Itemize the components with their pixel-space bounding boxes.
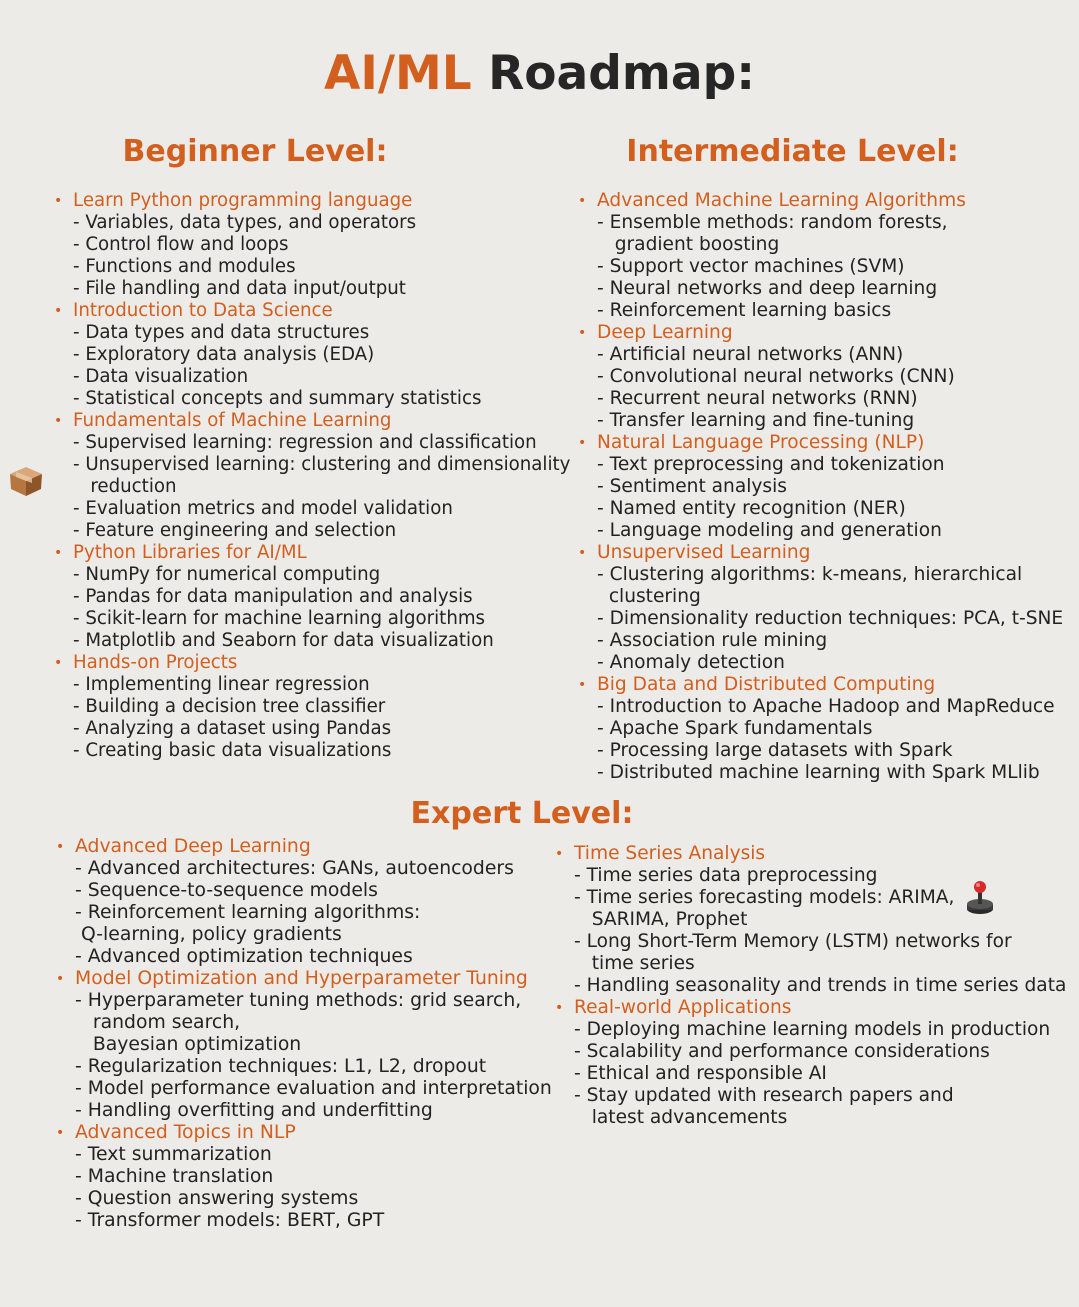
list-item: - Advanced optimization techniques (75, 946, 413, 967)
list-item: - Transfer learning and fine-tuning (597, 410, 915, 431)
list-item: - Variables, data types, and operators (73, 212, 417, 233)
bullet-icon: • (555, 846, 564, 862)
section-title (54, 190, 570, 212)
section-title-text: Natural Language Processing (NLP) (597, 432, 925, 453)
list-item: - Processing large datasets with Spark (597, 740, 953, 761)
list-item: time series (574, 953, 695, 974)
list-item: - Sequence-to-sequence models (75, 880, 378, 901)
section-title (578, 432, 1063, 454)
roadmap-section (578, 190, 1063, 322)
list-item: - Pandas for data manipulation and analysis (73, 586, 473, 607)
section-title-text: Model Optimization and Hyperparameter Tuning (75, 968, 528, 989)
list-item: - Handling overfitting and underfitting (75, 1100, 433, 1121)
list-item: - Text summarization (75, 1144, 272, 1165)
bullet-icon: • (578, 677, 587, 693)
title-rest: Roadmap: (471, 46, 756, 101)
section-title (54, 300, 570, 322)
list-item: - Transformer models: BERT, GPT (75, 1210, 385, 1231)
section-title-text: Time Series Analysis (574, 843, 766, 864)
list-item: - Question answering systems (75, 1188, 359, 1209)
section-title-text: Hands-on Projects (73, 652, 238, 673)
section-title (578, 674, 1063, 696)
section-title-text: Learn Python programming language (73, 190, 413, 211)
list-item: - Dimensionality reduction techniques: PCA, t-SNE (597, 608, 1064, 629)
list-item: - Neural networks and deep learning (597, 278, 938, 299)
list-item: random search, (75, 1012, 241, 1033)
intermediate-heading: Intermediate Level: (626, 134, 959, 169)
list-item: - Anomaly detection (597, 652, 785, 673)
bullet-icon: • (56, 839, 65, 855)
section-title (56, 1122, 552, 1144)
beginner-heading: Beginner Level: (122, 134, 388, 169)
beginner-column (54, 190, 571, 762)
list-item: - Creating basic data visualizations (73, 740, 392, 761)
list-item: - Machine translation (75, 1166, 274, 1187)
section-title (54, 542, 570, 564)
list-item: reduction (73, 476, 177, 497)
intermediate-column (578, 190, 1064, 784)
list-item: - Hyperparameter tuning methods: grid search, (75, 990, 522, 1011)
section-title (578, 322, 1063, 344)
list-item: - Supervised learning: regression and classification (73, 432, 537, 453)
list-item: - Association rule mining (597, 630, 828, 651)
list-item: - Support vector machines (SVM) (597, 256, 905, 277)
list-item: - Reinforcement learning algorithms: (75, 902, 421, 923)
list-item: - Sentiment analysis (597, 476, 787, 497)
list-item: - Advanced architectures: GANs, autoencoders (75, 858, 514, 879)
roadmap-section (555, 843, 1067, 997)
expert-left-column (56, 836, 552, 1232)
roadmap-section (578, 322, 1063, 432)
section-title-text: Advanced Topics in NLP (75, 1122, 296, 1143)
bullet-icon: • (578, 435, 587, 451)
list-item: - Time series data preprocessing (574, 865, 878, 886)
list-item: - Regularization techniques: L1, L2, dropout (75, 1056, 487, 1077)
roadmap-section (578, 542, 1064, 674)
roadmap-section (54, 652, 570, 762)
section-title-text: Introduction to Data Science (73, 300, 333, 321)
section-title-text: Advanced Machine Learning Algorithms (597, 190, 966, 211)
section-title-text: Unsupervised Learning (597, 542, 811, 563)
list-item: - Recurrent neural networks (RNN) (597, 388, 918, 409)
page-title (0, 42, 1079, 106)
list-item: Bayesian optimization (75, 1034, 302, 1055)
bullet-icon: • (578, 545, 587, 561)
list-item: - Language modeling and generation (597, 520, 942, 541)
list-item: - Text preprocessing and tokenization (597, 454, 945, 475)
list-item: - Artificial neural networks (ANN) (597, 344, 904, 365)
list-item: - Data types and data structures (73, 322, 370, 343)
section-title-text: Fundamentals of Machine Learning (73, 410, 392, 431)
list-item: - Model performance evaluation and interpretation (75, 1078, 552, 1099)
section-title (578, 542, 1063, 564)
list-item: - Control flow and loops (73, 234, 289, 255)
bullet-icon: • (555, 1000, 564, 1016)
list-item: - NumPy for numerical computing (73, 564, 381, 585)
list-item: - Time series forecasting models: ARIMA, (574, 887, 955, 908)
list-item: - Scikit-learn for machine learning algorithms (73, 608, 486, 629)
section-title-text: Advanced Deep Learning (75, 836, 311, 857)
section-title (54, 652, 570, 674)
bullet-icon: • (54, 303, 63, 319)
bullet-icon: • (578, 325, 587, 341)
roadmap-section (555, 997, 1066, 1129)
list-item: - Distributed machine learning with Spark MLlib (597, 762, 1040, 783)
list-item: - Unsupervised learning: clustering and dimensionality (73, 454, 571, 475)
list-item: - File handling and data input/output (73, 278, 406, 299)
list-item: clustering (597, 586, 701, 607)
list-item: - Ensemble methods: random forests, (597, 212, 948, 233)
joystick-icon (965, 880, 995, 916)
box-icon (8, 464, 44, 498)
section-title (578, 190, 1063, 212)
list-item: - Clustering algorithms: k-means, hierarchical (597, 564, 1023, 585)
section-title (56, 836, 552, 858)
list-item: - Long Short-Term Memory (LSTM) networks for (574, 931, 1012, 952)
list-item: - Named entity recognition (NER) (597, 498, 906, 519)
list-item: - Apache Spark fundamentals (597, 718, 873, 739)
bullet-icon: • (54, 655, 63, 671)
list-item: - Introduction to Apache Hadoop and MapReduce (597, 696, 1055, 717)
roadmap-section (54, 190, 570, 300)
list-item: - Reinforcement learning basics (597, 300, 892, 321)
roadmap-section (54, 542, 570, 652)
section-title (54, 410, 570, 432)
roadmap-section (578, 432, 1063, 542)
list-item: - Convolutional neural networks (CNN) (597, 366, 955, 387)
section-title-text: Deep Learning (597, 322, 733, 343)
list-item: - Ethical and responsible AI (574, 1063, 827, 1084)
bullet-icon: • (54, 413, 63, 429)
bullet-icon: • (578, 193, 587, 209)
roadmap-section (56, 1122, 552, 1232)
roadmap-section (54, 300, 570, 410)
bullet-icon: • (56, 1125, 65, 1141)
list-item: - Deploying machine learning models in production (574, 1019, 1051, 1040)
list-item: - Building a decision tree classifier (73, 696, 386, 717)
expert-heading: Expert Level: (410, 796, 634, 831)
section-title (56, 968, 552, 990)
roadmap-section (56, 836, 552, 968)
list-item: latest advancements (574, 1107, 788, 1128)
list-item: - Analyzing a dataset using Pandas (73, 718, 392, 739)
list-item: - Statistical concepts and summary statistics (73, 388, 482, 409)
list-item: - Scalability and performance considerations (574, 1041, 990, 1062)
bullet-icon: • (56, 971, 65, 987)
list-item: - Stay updated with research papers and (574, 1085, 954, 1106)
section-title (555, 843, 1066, 865)
roadmap-section (56, 968, 552, 1122)
roadmap-section (54, 410, 571, 542)
list-item: - Exploratory data analysis (EDA) (73, 344, 375, 365)
section-title (555, 997, 1066, 1019)
list-item: - Feature engineering and selection (73, 520, 397, 541)
list-item: - Handling seasonality and trends in time series data (574, 975, 1067, 996)
list-item: - Matplotlib and Seaborn for data visualization (73, 630, 494, 651)
list-item: - Evaluation metrics and model validation (73, 498, 453, 519)
list-item: Q-learning, policy gradients (75, 924, 342, 945)
bullet-icon: • (54, 545, 63, 561)
section-title-text: Real-world Applications (574, 997, 792, 1018)
list-item: - Implementing linear regression (73, 674, 370, 695)
section-title-text: Python Libraries for AI/ML (73, 542, 307, 563)
section-title-text: Big Data and Distributed Computing (597, 674, 936, 695)
list-item: - Data visualization (73, 366, 249, 387)
bullet-icon: • (54, 193, 63, 209)
roadmap-section (578, 674, 1063, 784)
list-item: - Functions and modules (73, 256, 296, 277)
list-item: gradient boosting (597, 234, 780, 255)
list-item: SARIMA, Prophet (574, 909, 748, 930)
title-accent: AI/ML (323, 46, 472, 101)
